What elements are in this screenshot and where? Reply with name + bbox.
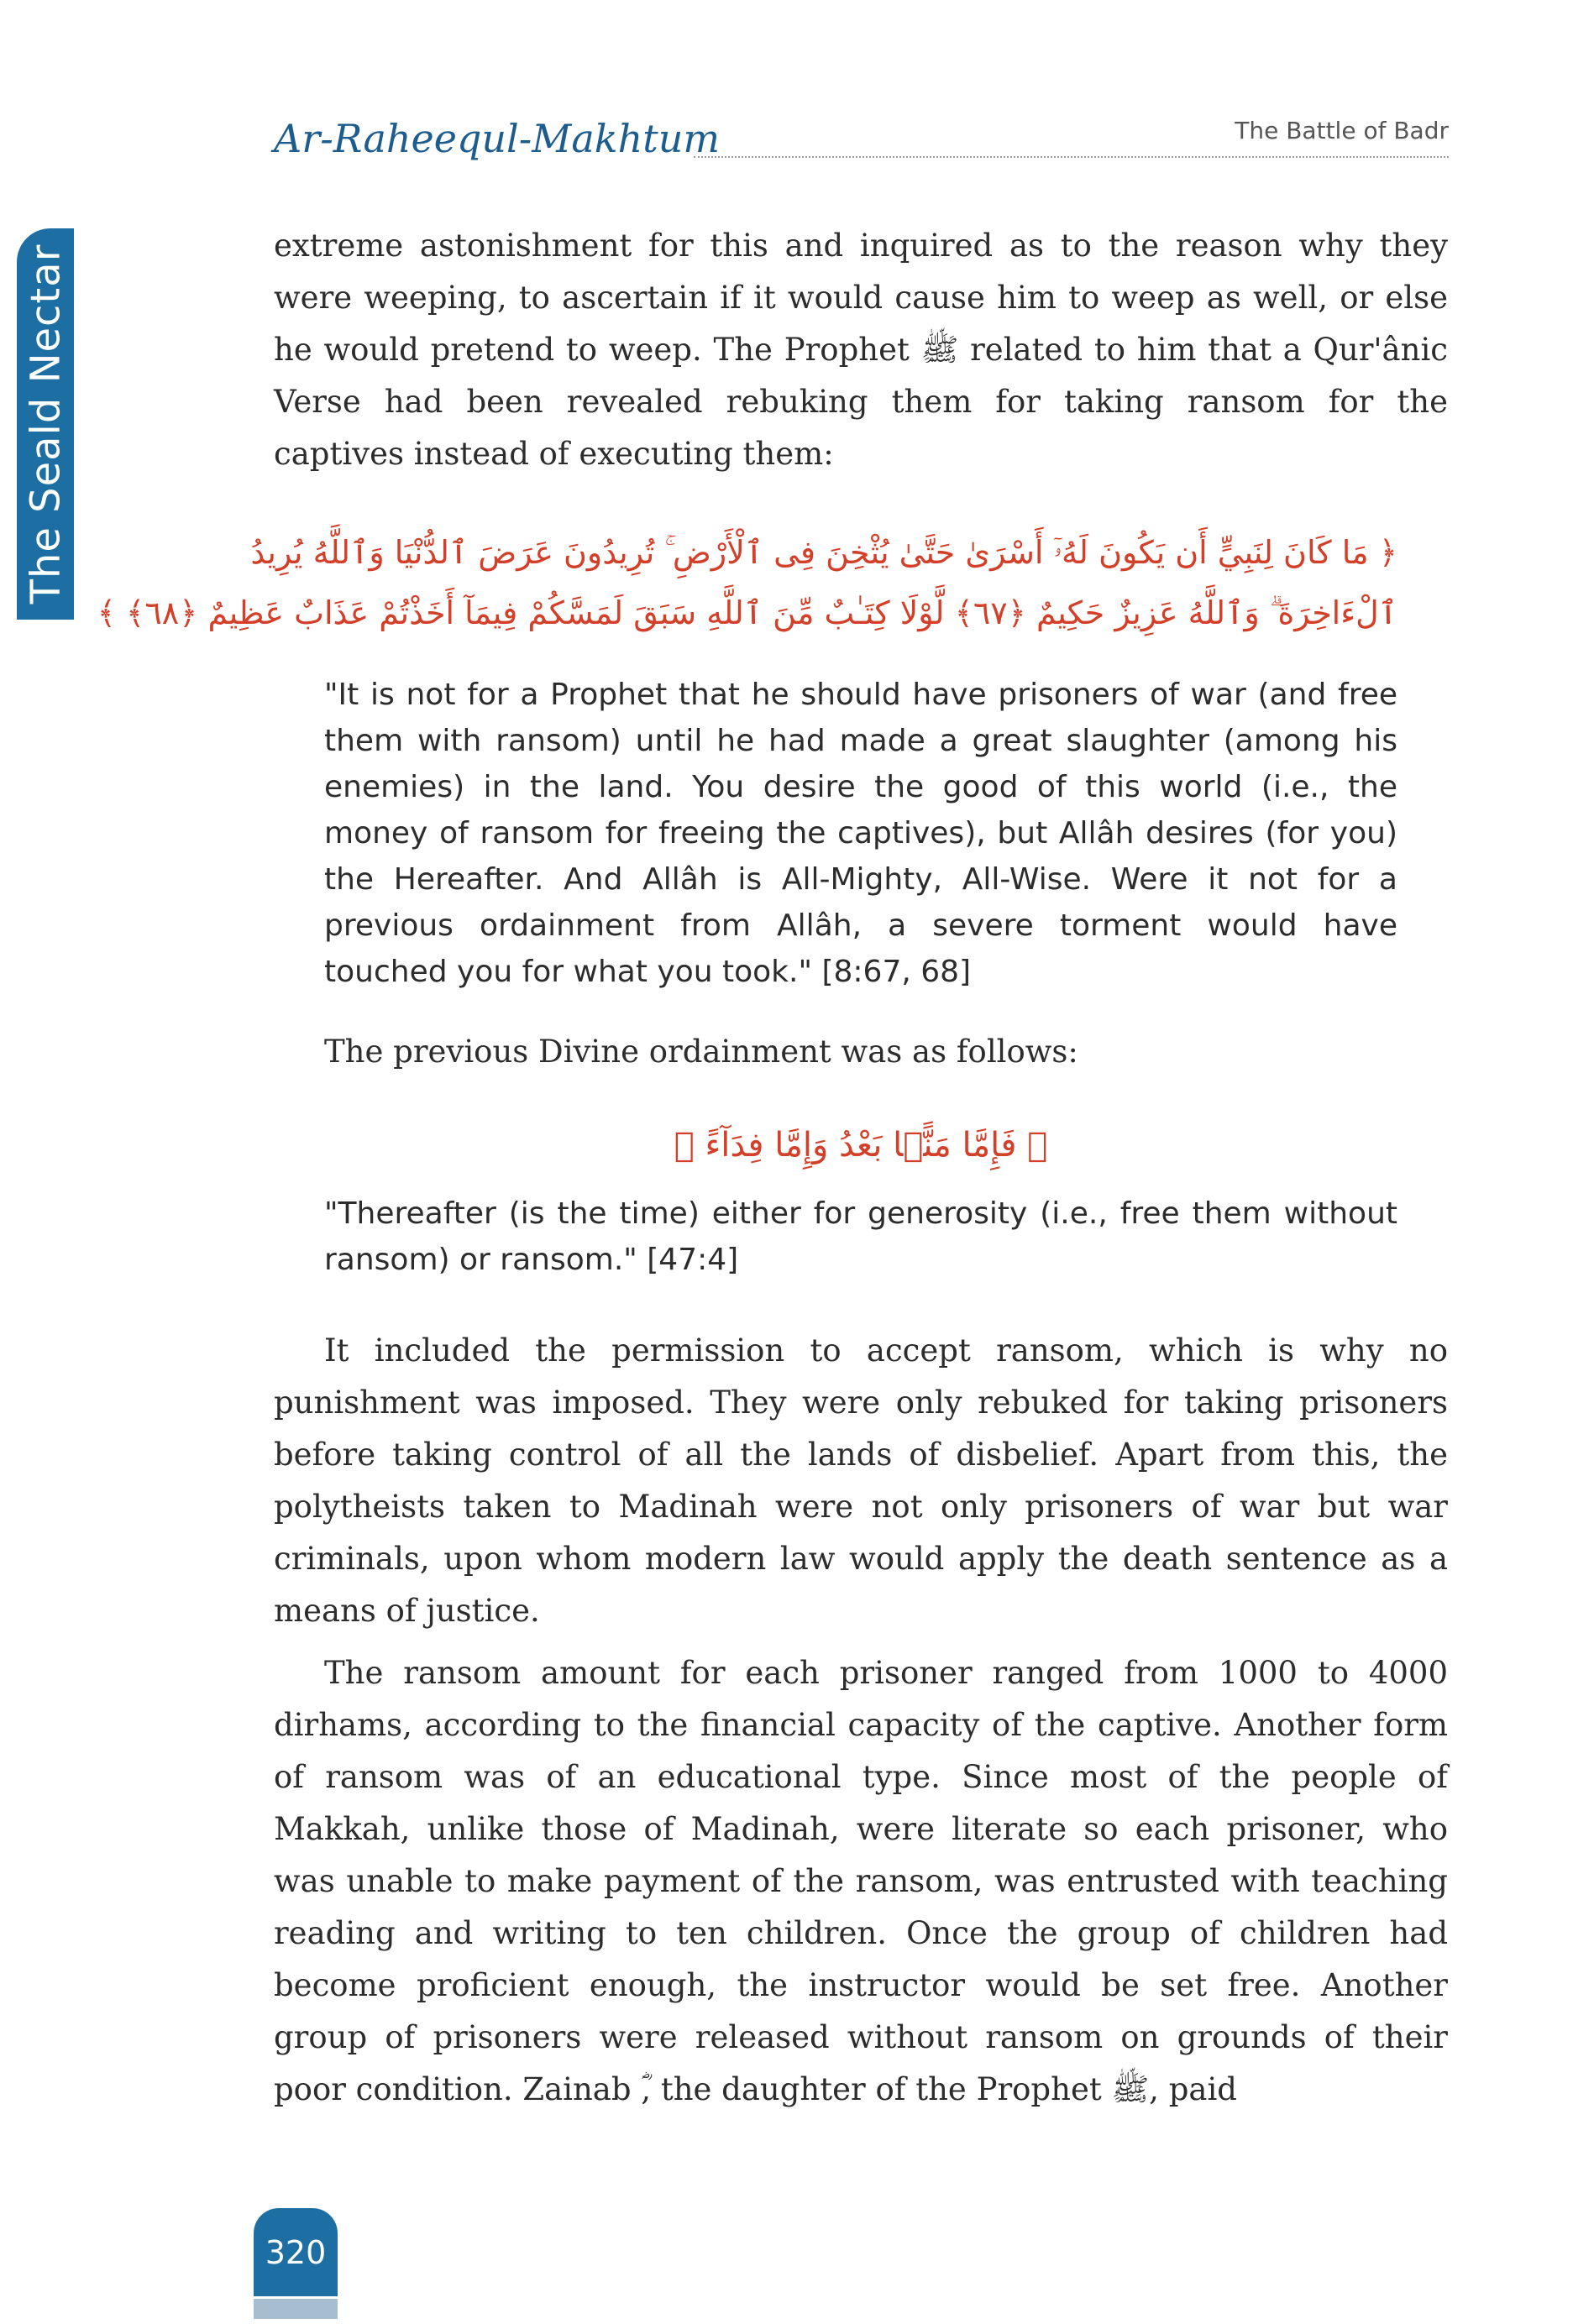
paragraph-ordainment: The previous Divine ordainment was as follows: [324,1034,1078,1070]
arabic-verse-line-2: ٱلْءَاخِرَةَ ۗ وَٱللَّهُ عَزِيزٌ حَكِيمٌ ﴿٦٧﴾ لَّوْلَا كِتَـٰبٌ مِّنَ ٱللَّهِ سَبَقَ لَمَسَّكُمْ فِيمَآ أَخَذْتُمْ عَذَابٌ عَظِيمٌ ﴿٦٨﴾ ﴾ [97,594,1397,631]
paragraph-ransom-amount: The ransom amount for each prisoner ranged from 1000 to 4000 dirhams, according to the financial capacity of the captive. Another form of ransom was of an educational type. Since most of the people of Makkah, unlike those of Madinah, were literate so each prisoner, who was unable to make payment of the ransom, was entrusted with teaching reading and writing to ten children. Once the group of children had become proficient enough, the instructor would be set free. Another group of prisoners were released without ransom on grounds of their poor condition. Zainab ؓ, the daughter of the Prophet ﷺ, paid [274,1655,1448,2107]
header-divider [694,156,1449,158]
header-chapter-title: The Battle of Badr [1235,117,1449,144]
translation-verse-2: "Thereafter (is the time) either for generosity (i.e., free them without ransom) or ransom." [47:4] [324,1196,1397,1277]
side-tab-text: The Seald Nectar [22,243,69,605]
translation-verse-1: "It is not for a Prophet that he should have prisoners of war (and free them with ransom) until he had made a great slaughter (among his enemies) in the land. You desire the good of this world (i.e., the money of ransom for freeing the captives), but Allâh desires (for you) the Hereafter. And Allâh is All-Mighty, All-Wise. Were it not for a previous ordainment from Allâh, a severe torment would have touched you for what you took." [8:67, 68] [324,678,1397,989]
page-number-box [254,2208,338,2296]
arabic-verse-line-1: ﴿ مَا كَانَ لِنَبِيٍّ أَن يَكُونَ لَهُۥٓ أَسْرَىٰ حَتَّىٰ يُثْخِنَ فِى ٱلْأَرْضِ ۚ تُرِيدُونَ عَرَضَ ٱلدُّنْيَا وَٱللَّهُ يُرِيدُ [250,534,1397,571]
paragraph-ransom-permission: It included the permission to accept ransom, which is why no punishment was imposed. They were only rebuked for taking prisoners before taking control of all the lands of disbelief. Apart from this, the polytheists taken to Madinah were not only prisoners of war but war criminals, upon whom modern law would apply the death sentence as a means of justice. [274,1332,1448,1629]
page-number: 320 [265,2233,327,2271]
page-number-strip [254,2299,338,2319]
paragraph-intro: extreme astonishment for this and inquired as to the reason why they were weeping, to ascertain if it would cause him to weep as well, or else he would pretend to weep. The Prophet ﷺ related to him that a Qur'ânic Verse had been revealed rebuking them for taking ransom for the captives instead of executing them: [274,228,1448,472]
header-book-title: Ar-Raheequl-Makhtum [274,116,721,161]
arabic-verse-2: ﴿ فَإِمَّا مَنًّۢا بَعْدُ وَإِمَّا فِدَآءً ﴾ [674,1126,1048,1165]
side-tab-label [17,228,74,620]
